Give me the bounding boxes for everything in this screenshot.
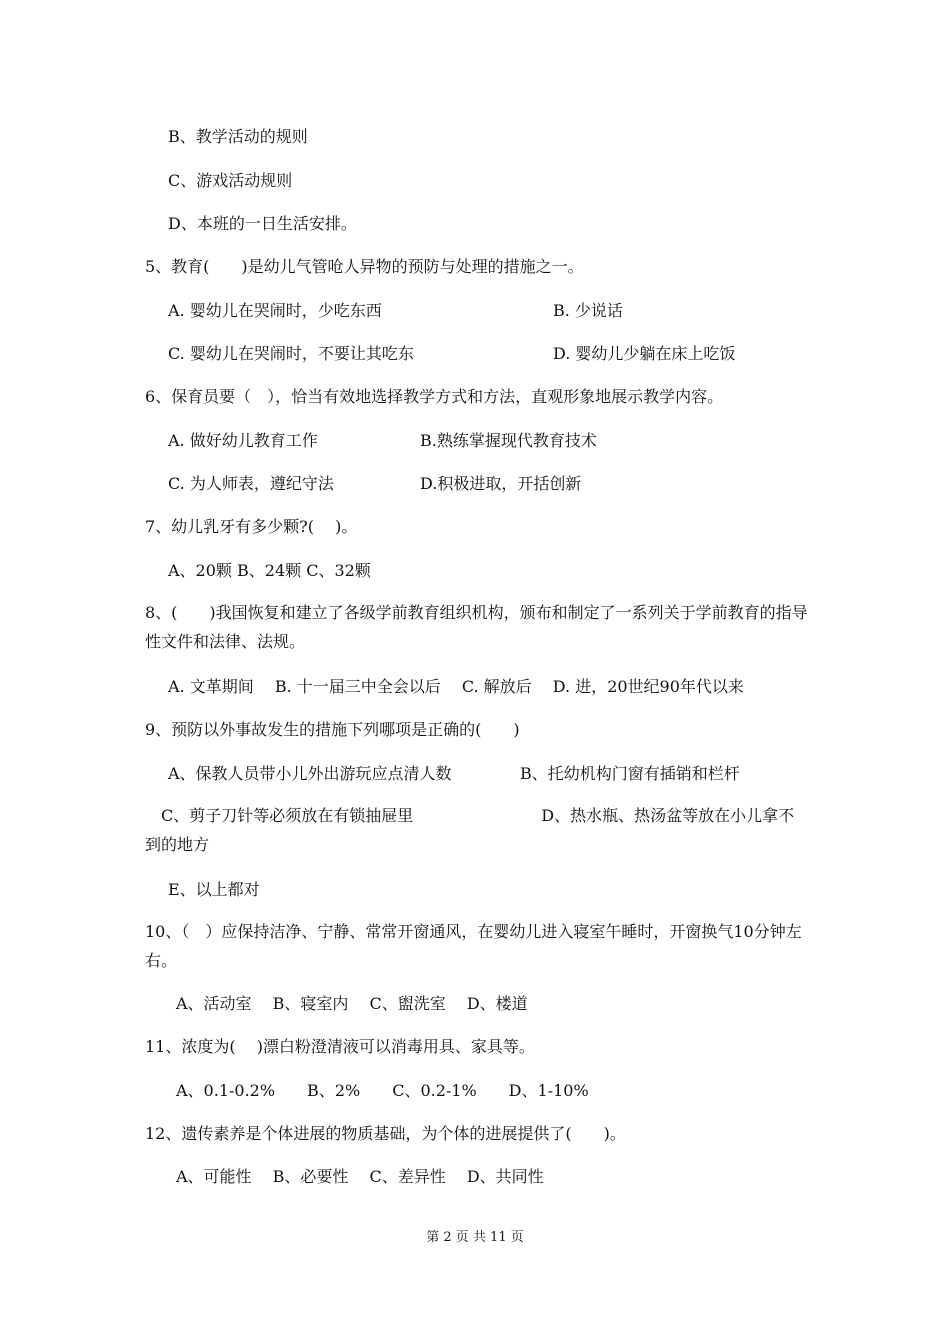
q7-options: A、20颗 B、24颗 C、32颗 [168, 561, 371, 580]
q6-option-b: B.熟练掌握现代教育技术 [420, 431, 597, 450]
q9-option-e: E、以上都对 [168, 880, 260, 899]
q6-stem: 6、保育员要（ ），恰当有效地选择教学方式和方法，直观形象地展示教学内容。 [145, 387, 724, 406]
q5-stem: 5、教育( )是幼儿气管呛人异物的预防与处理的措施之一。 [145, 257, 584, 276]
page-footer: 第 2 页 共 11 页 [426, 1230, 524, 1245]
q11-stem: 11、浓度为( )漂白粉澄清液可以消毒用具、家具等。 [145, 1037, 535, 1056]
q4-option-d: D、本班的一日生活安排。 [168, 214, 357, 233]
q8-options: A. 文革期间 B. 十一届三中全会以后 C. 解放后 D. 进，20世纪90年代以来 [168, 677, 744, 696]
q4-option-c: C、游戏活动规则 [168, 171, 293, 190]
q6-option-a: A. 做好幼儿教育工作 [168, 431, 318, 450]
q10-options: A、活动室 B、寝室内 C、盥洗室 D、楼道 [176, 994, 528, 1013]
q9-option-b: B、托幼机构门窗有插销和栏杆 [520, 764, 740, 783]
q11-options: A、0.1-0.2% B、2% C、0.2-1% D、1-10% [176, 1081, 589, 1100]
q10-stem: 10、（ ）应保持洁净、宁静、常常开窗通风，在婴幼儿进入寝室午睡时，开窗换气10分钟左右。 [145, 922, 802, 970]
q4-option-b: B、教学活动的规则 [168, 127, 308, 146]
q6-option-d: D.积极进取，开括创新 [420, 474, 582, 493]
q12-options: A、可能性 B、必要性 C、差异性 D、共同性 [176, 1167, 544, 1186]
q5-option-d: D. 婴幼儿少躺在床上吃饭 [553, 344, 736, 363]
q8-stem: 8、( )我国恢复和建立了各级学前教育组织机构，颁布和制定了一系列关于学前教育的指导性文件和法律、法规。 [145, 603, 808, 651]
q12-stem: 12、遗传素养是个体进展的物质基础，为个体的进展提供了( )。 [145, 1124, 626, 1143]
q9-stem: 9、预防以外事故发生的措施下列哪项是正确的( ) [145, 720, 520, 739]
q5-option-b: B. 少说话 [553, 301, 623, 320]
q9-option-a: A、保教人员带小儿外出游玩应点清人数 [168, 764, 452, 783]
q6-option-c: C. 为人师表，遵纪守法 [168, 474, 334, 493]
q5-option-c: C. 婴幼儿在哭闹时，不要让其吃东 [168, 344, 414, 363]
q7-stem: 7、幼儿乳牙有多少颗?( )。 [145, 517, 358, 536]
q5-option-a: A. 婴幼儿在哭闹时，少吃东西 [168, 301, 382, 320]
q9-options-cd: C、剪子刀针等必须放在有锁抽屉里 D、热水瓶、热汤盆等放在小儿拿不到的地方 [145, 806, 795, 854]
